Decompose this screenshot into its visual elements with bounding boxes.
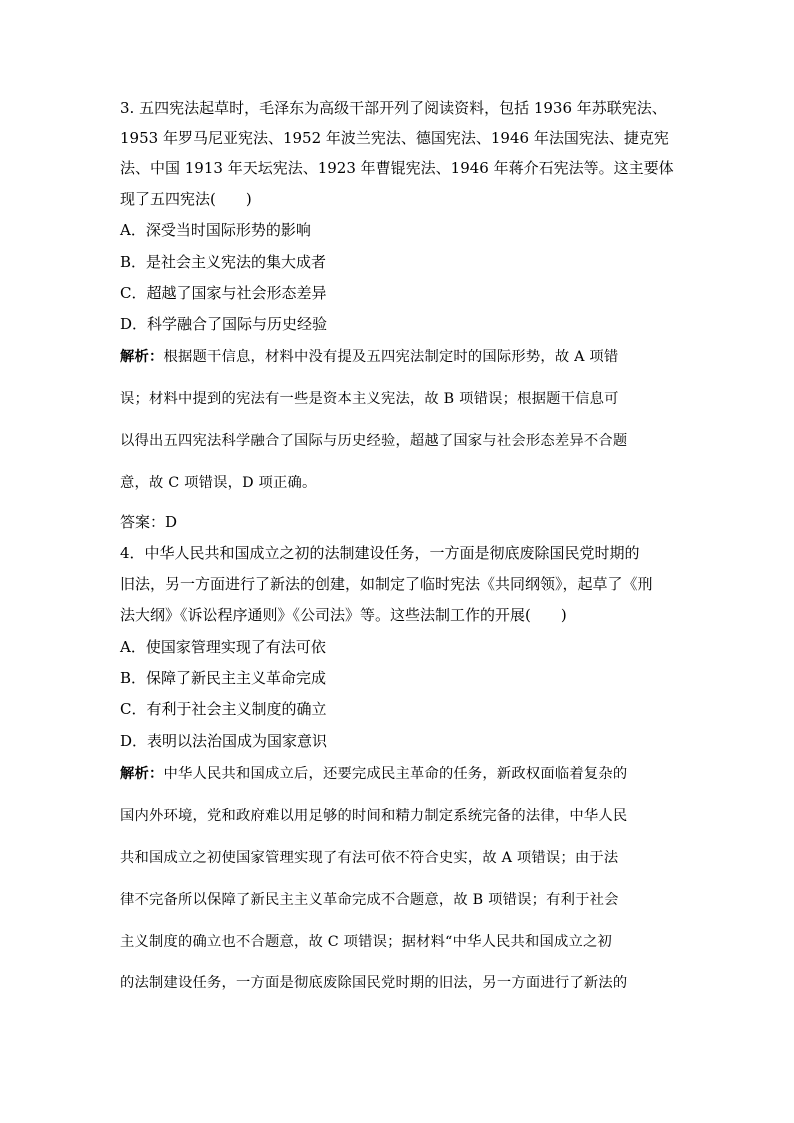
q3-stem-line-2: 1953 年罗马尼亚宪法、1952 年波兰宪法、德国宪法、1946 年法国宪法、捷克宪	[120, 129, 669, 147]
q3-option-d: D．科学融合了国际与历史经验	[120, 315, 328, 333]
q4-stem-line-1: 4．中华人民共和国成立之初的法制建设任务，一方面是彻底废除国民党时期的	[120, 544, 640, 562]
q4-stem-line-3: 法大纲》《诉讼程序通则》《公司法》等。这些法制工作的开展( )	[120, 606, 567, 624]
q4-option-b: B．保障了新民主主义革命完成	[120, 669, 327, 687]
q4-analysis-line-6: 的法制建设任务，一方面是彻底废除国民党时期的旧法，另一方面进行了新法的	[120, 975, 628, 991]
q3-option-b: B．是社会主义宪法的集大成者	[120, 253, 327, 271]
q3-option-c: C．超越了国家与社会形态差异	[120, 284, 327, 302]
q4-analysis-line-2: 国内外环境，党和政府难以用足够的时间和精力制定系统完备的法律，中华人民	[120, 808, 628, 824]
q3-stem-line-4: 现了五四宪法( )	[120, 190, 252, 208]
q3-analysis-line-2: 误；材料中提到的宪法有一些是资本主义宪法，故 B 项错误；根据题干信息可	[120, 391, 619, 407]
q4-analysis-text-1: 中华人民共和国成立后，还要完成民主革命的任务，新政权面临着复杂的	[163, 766, 628, 782]
q4-option-d: D．表明以法治国成为国家意识	[120, 732, 328, 750]
q3-option-a: A．深受当时国际形势的影响	[120, 221, 311, 239]
q3-analysis-label: 解析：	[120, 349, 164, 365]
q4-analysis-label: 解析：	[120, 766, 164, 782]
q4-analysis-line-4: 律不完备所以保障了新民主主义革命完成不合题意，故 B 项错误；有利于社会	[120, 892, 619, 908]
q3-analysis-line-4: 意，故 C 项错误，D 项正确。	[120, 475, 317, 491]
q4-analysis-line-1	[120, 764, 680, 784]
q4-option-c: C．有利于社会主义制度的确立	[120, 700, 327, 718]
q3-stem-line-3: 法、中国 1913 年天坛宪法、1923 年曹锟宪法、1946 年蒋介石宪法等。这主要体	[120, 159, 674, 177]
q4-analysis-line-5: 主义制度的确立也不合题意，故 C 项错误；据材料“中华人民共和国成立之初	[120, 934, 613, 950]
q3-analysis-text-1: 根据题干信息，材料中没有提及五四宪法制定时的国际形势，故 A 项错	[163, 349, 619, 365]
q3-answer: 答案：D	[120, 513, 178, 531]
q3-analysis-line-3: 以得出五四宪法科学融合了国际与历史经验，超越了国家与社会形态差异不合题	[120, 433, 628, 449]
q3-analysis-line-1	[120, 347, 680, 367]
q4-stem-line-2: 旧法，另一方面进行了新法的创建，如制定了临时宪法《共同纲领》，起草了《刑	[120, 575, 653, 593]
q4-analysis-line-3: 共和国成立之初使国家管理实现了有法可依不符合史实，故 A 项错误；由于法	[120, 850, 619, 866]
q4-option-a: A．使国家管理实现了有法可依	[120, 638, 326, 656]
q3-stem-line-1: 3. 五四宪法起草时，毛泽东为高级干部开列了阅读资料，包括 1936 年苏联宪法、	[120, 99, 667, 117]
